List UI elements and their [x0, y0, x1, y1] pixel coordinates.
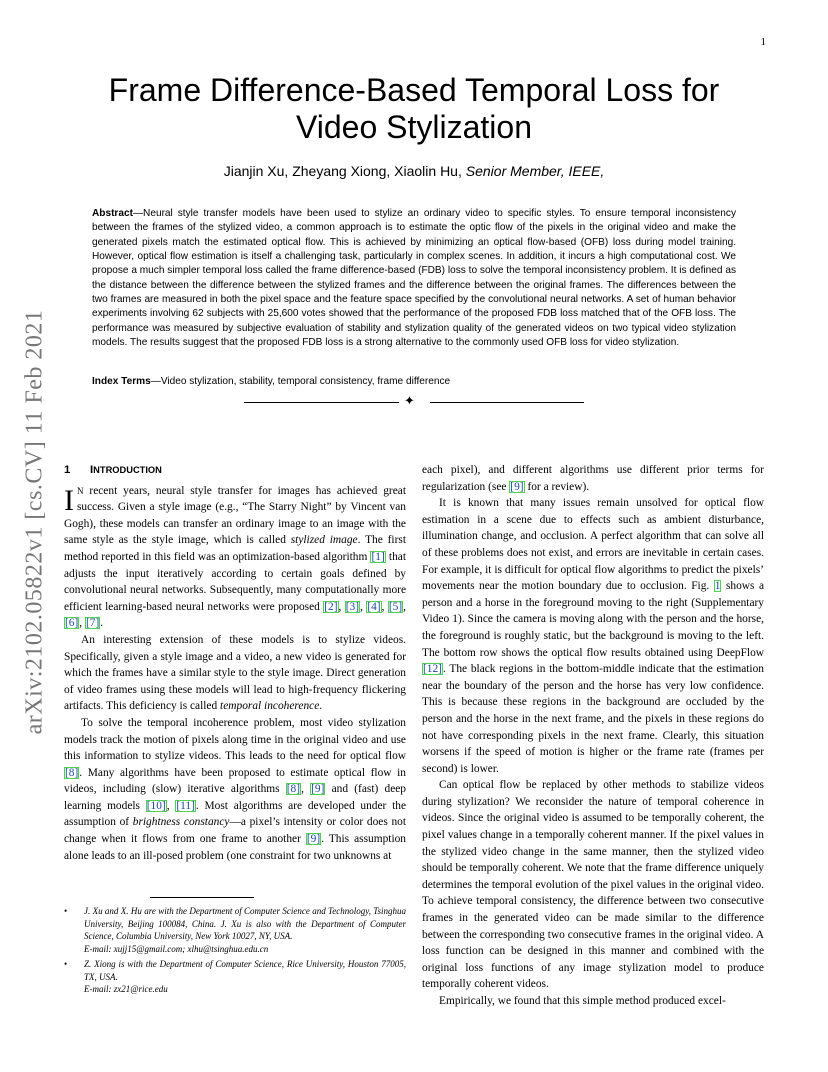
- intro-paragraph-3: [64, 715, 406, 864]
- citation-link[interactable]: [7]: [86, 617, 100, 630]
- page-number: 1: [760, 36, 766, 48]
- citation-link[interactable]: [8]: [286, 783, 301, 796]
- divider-line-left: [244, 402, 399, 403]
- divider-line-right: [430, 402, 584, 403]
- text-run: each pixel), and different algorithms use different prior terms for regularization (see: [422, 464, 764, 493]
- text-run: ,: [301, 783, 311, 796]
- index-terms: [92, 375, 736, 389]
- citation-link[interactable]: [12]: [423, 663, 442, 676]
- citation-link[interactable]: [9]: [510, 480, 524, 493]
- citation-link[interactable]: [9]: [311, 783, 325, 796]
- citation-link[interactable]: [9]: [306, 833, 321, 846]
- text-run: ,: [166, 799, 176, 812]
- citation-link[interactable]: [10]: [146, 799, 166, 812]
- emphasis: temporal incoherence: [220, 700, 320, 713]
- left-column: [64, 462, 406, 864]
- paper-title: Frame Difference-Based Temporal Loss for Video Stylization: [108, 72, 720, 146]
- footnote-affiliation-1: [64, 905, 406, 955]
- drop-cap: I: [64, 483, 74, 517]
- citation-link[interactable]: [6]: [65, 617, 79, 630]
- citation-link[interactable]: [1]: [371, 550, 385, 563]
- footnote-text: J. Xu and X. Hu are with the Department of Computer Science and Technology, Tsinghua University, Beijing 100084, China. J. Xu is also with the Department of Computer Science, Columbia University, New York 10027, NY, USA.: [84, 906, 406, 941]
- text-run: —a pixel’s intensity or color does not change when it flows from one frame to another: [64, 816, 406, 846]
- small-caps-text: N: [77, 485, 84, 496]
- intro-paragraph-1: [64, 483, 406, 632]
- index-terms-text: —Video stylization, stability, temporal consistency, frame difference: [150, 376, 451, 387]
- intro-paragraph-4: [422, 462, 764, 495]
- citation-link[interactable]: [8]: [65, 766, 79, 779]
- text-run: .: [319, 700, 323, 713]
- abstract-label: Abstract: [92, 208, 133, 219]
- bullet-icon: •: [64, 906, 68, 916]
- text-run: To solve the temporal incoherence problem, most video stylization models track the motion of pixels along time in the original video and use this information to stylize videos. This leads to the need for optical flow: [64, 716, 406, 763]
- text-run: and (fast) deep learning models: [64, 783, 407, 812]
- author-names: Jianjin Xu, Zheyang Xiong, Xiaolin Hu,: [223, 163, 462, 179]
- index-terms-label: Index Terms: [92, 376, 151, 387]
- abstract-text: —Neural style transfer models have been used to stylize an ordinary video to specific styles. To ensure temporal inconsistency between the frames of the stylized video, a common approach is to estimate the optic flow of the pixels in the original video and make the generated pixels match the estimated optical flow. This is achieved by minimizing an optical flow-based (OFB) loss during model training. However, optical flow estimation is itself a challenging task, particularly in complex scenes. In addition, it incurs a high computational cost. We propose a much simpler temporal loss called the frame difference-based (FDB) loss to solve the temporal inconsistency problem. It is defined as the distance between the difference between the stylized frames and the difference between the original frames. The differences between the two frames are measured in both the pixel space and the feature space specified by the convolutional neural networks. A set of human behavior experiments involving 62 subjects with 25,600 votes showed that the performance of the proposed FDB loss matched that of the OFB loss. The performance was measured by subjective evaluation of stability and stylization quality of the generated videos on two typical video stylization models. The results suggest that the proposed FDB loss is a strong alternative to the commonly used OFB loss for video stylization.: [92, 208, 736, 349]
- citation-link[interactable]: [2]: [324, 600, 338, 613]
- text-run: that adjusts the input iteratively according to certain goals defined by convolutional neural networks. Subsequently, many computationally more efficient learning-based neural networks were proposed: [64, 550, 406, 613]
- text-run: . This assumption alone leads to an ill-posed problem (one constraint for two unknowns at: [64, 833, 407, 862]
- divider-star-icon: ✦: [404, 394, 415, 409]
- figure-link[interactable]: 1: [714, 580, 721, 593]
- citation-link[interactable]: [11]: [176, 799, 195, 812]
- abstract: [92, 207, 736, 350]
- text-run: ,: [360, 600, 367, 613]
- section-heading-introduction: [64, 462, 406, 479]
- intro-paragraph-5: [422, 495, 764, 777]
- emphasis: brightness constancy: [132, 816, 230, 829]
- text-run: . The first method reported in this field was an optimization-based algorithm: [64, 534, 406, 563]
- text-run: shows a person and a horse in the foreground moving to the right (Supplementary Video 1). Since the camera is moving along with the person and the horse, the foreground is roughly static, but the background is moving to the left. The bottom row shows the optical flow results obtained using DeepFlow: [422, 580, 765, 659]
- right-column: [422, 462, 764, 1010]
- citation-link[interactable]: [3]: [345, 600, 360, 613]
- text-run: .: [100, 617, 104, 630]
- section-divider: [244, 394, 584, 410]
- footnotes: [64, 905, 406, 999]
- author-line: [82, 163, 746, 179]
- arxiv-identifier-text: arXiv:2102.05822v1 [cs.CV] 11 Feb 2021: [21, 309, 48, 735]
- footnote-email: E-mail: xujj15@gmail.com; xlhu@tsinghua.edu.cn: [84, 943, 269, 954]
- citation-link[interactable]: [5]: [388, 600, 403, 613]
- text-run: recent years, neural style transfer for images has achieved great success. Given a style image (e.g., “The Starry Night” by Vincent van Gogh), these models can transfer an ordinary image to an image with the same style as the style image, which is called: [64, 484, 406, 547]
- text-run: for a review).: [524, 480, 590, 493]
- text-run: An interesting extension of these models is to stylize videos. Specifically, given a style image and a video, a new video is generated for which the frames have a similar style to the style image. Direct generation of video frames using these models will lead to high-frequency flickering artifacts. This deficiency is called: [64, 633, 406, 713]
- intro-paragraph-7: Empirically, we found that this simple method produced excel-: [439, 995, 726, 1007]
- bullet-icon: •: [64, 959, 68, 969]
- footnote-rule: [150, 897, 254, 898]
- text-run: . Many algorithms have been proposed to estimate optical flow in videos, including (slow) iterative algorithms: [64, 766, 406, 796]
- citation-link[interactable]: [4]: [367, 600, 381, 613]
- footnote-affiliation-2: [64, 958, 406, 996]
- section-title-initial: I: [90, 464, 94, 476]
- text-run: It is known that many issues remain unsolved for optical flow estimation in a scene due to effects such as ambient disturbance, illumination change, and occlusion. A perfect algorithm that can solve all of these problems does not exist, and errors are inevitable in certain cases. For example, it is difficult for optical flow algorithms to predict the pixels’ movements near the motion boundary due to occlusion. Fig.: [422, 497, 764, 593]
- footnote-email: E-mail: zx21@rice.edu: [84, 984, 168, 994]
- arxiv-identifier: [18, 287, 52, 757]
- author-membership: Senior Member, IEEE,: [465, 163, 605, 179]
- text-run: ,: [381, 600, 388, 613]
- intro-paragraph-2: [64, 632, 406, 715]
- text-run: . Most algorithms are developed under the assumption of: [64, 799, 407, 829]
- text-run: . The black regions in the bottom-middle indicate that the estimation near the boundary of the person and the horse has very low confidence. This is because these regions in the background are occluded by the person and the horse in the next frame, and the pixels in these regions do not have corresponding pixels in the next frame. Clearly, this situation worsens if the speed of motion is higher or the frame rate (frames per second) is lower.: [422, 663, 764, 775]
- section-number: 1: [64, 464, 71, 476]
- intro-paragraph-6: Can optical flow be replaced by other methods to stabilize videos during stylization? We reconsider the nature of temporal coherence in videos. Since the original video is assumed to be temporally coherent, the pixel values change in a temporally coherent manner. If the pixel values in the stylized video change in the same manner, then the stylized video should be temporally coherent. We note that the frame difference uniquely determines the temporal evolution of the pixel values in the original video. To achieve temporal consistency, the difference between two consecutive frames in the generated video can be made similar to the difference between the corresponding two consecutive frames in the original video. A loss function can be designed in this manner and combined with the original loss functions of any image stylization model to produce temporally coherent videos.: [422, 779, 764, 991]
- footnote-text: Z. Xiong is with the Department of Computer Science, Rice University, Houston 77005, TX, USA.: [84, 959, 406, 982]
- text-run: ,: [79, 617, 85, 630]
- section-title-rest: NTRODUCTION: [93, 465, 162, 475]
- text-run: ,: [338, 600, 345, 613]
- text-run: ,: [403, 600, 407, 613]
- emphasis: stylized image: [290, 534, 358, 547]
